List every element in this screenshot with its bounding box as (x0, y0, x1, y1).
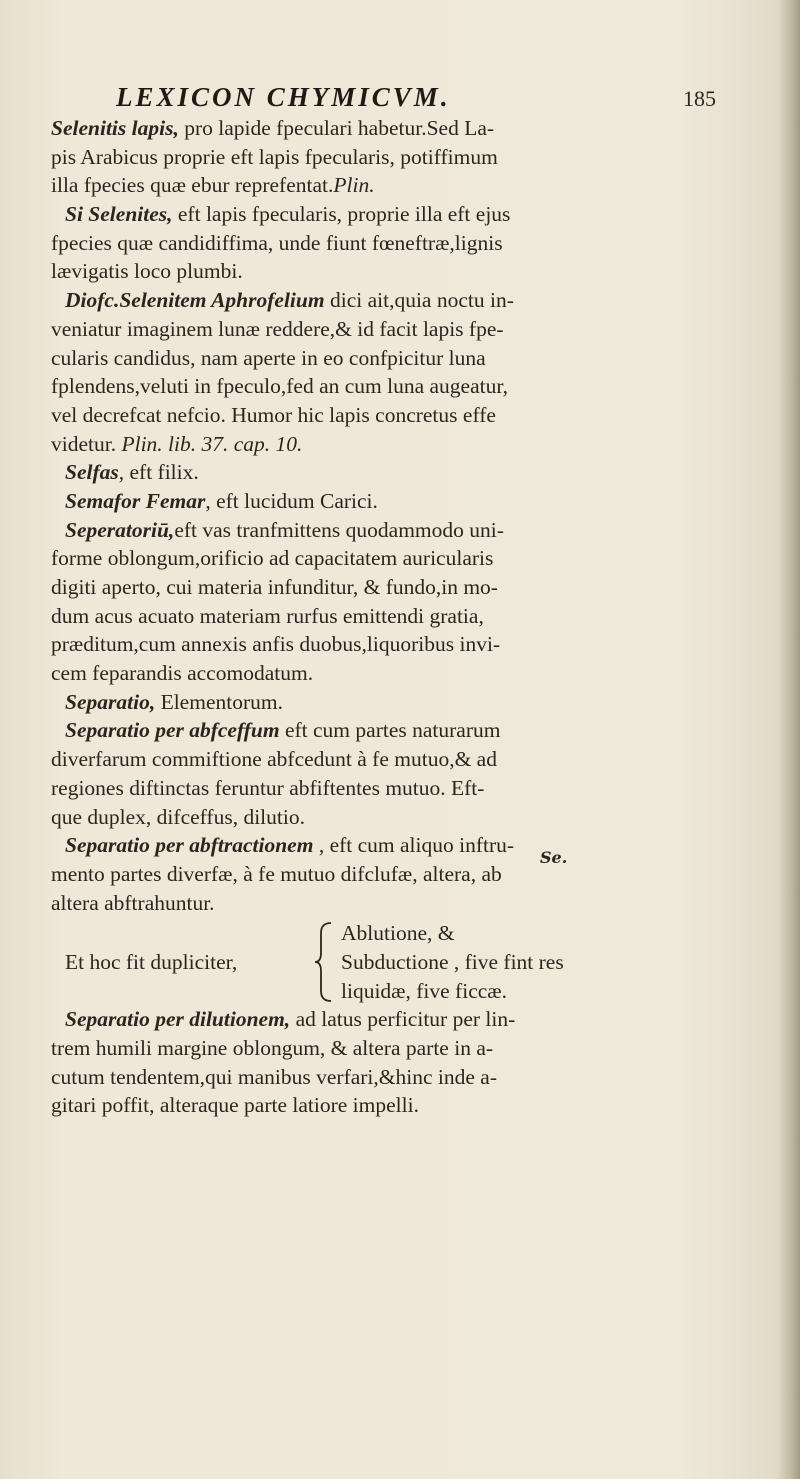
text-line (51, 200, 641, 229)
line-text: , eft filix. (118, 460, 199, 485)
text-line (51, 602, 641, 631)
line-text: digiti aperto, cui materia infunditur, & fundo,in mo- (51, 575, 498, 599)
text-block-main (51, 114, 641, 917)
entry-term: Separatio per abftractionem (65, 833, 314, 858)
entry-term: Selenitis lapis, (51, 116, 179, 140)
line-text: illa fpecies quæ ebur reprefentat. (51, 173, 334, 198)
text-line (51, 774, 641, 803)
entry-term: Separatio per dilutionem, (65, 1007, 291, 1032)
line-text: cutum tendentem,qui manibus verfari,&hinc inde a- (51, 1064, 497, 1089)
text-line (51, 143, 641, 172)
line-text: gitari poffit, alteraque parte latiore impelli. (51, 1093, 419, 1118)
entry-term: Diofc.Selenitem Aphrofelium (65, 288, 325, 313)
line-text: præditum,cum annexis anfis duobus,liquoribus invi- (51, 632, 501, 657)
line-text: Elementorum. (155, 689, 283, 714)
text-line (51, 1005, 641, 1034)
line-text: que duplex, difceffus, dilutio. (51, 804, 305, 829)
brace-items (341, 919, 564, 1005)
body-text (51, 114, 641, 1120)
line-text: pis Arabicus proprie eft lapis fpecularis, potiffimum (51, 144, 498, 169)
text-line (51, 315, 641, 344)
text-line (51, 1091, 641, 1120)
text-block-tail (51, 1005, 641, 1120)
line-text: trem humili margine oblongum, & altera parte in a- (51, 1035, 494, 1060)
text-line (51, 1063, 641, 1092)
entry-term: Si Selenites, (65, 202, 173, 227)
text-line (51, 430, 641, 459)
entry-term: Selfas (65, 460, 119, 485)
catchword: Se. (540, 848, 568, 867)
entry-term: Seperatoriū, (65, 517, 175, 542)
text-line (51, 372, 641, 401)
line-text: veniatur imaginem lunæ reddere,& id facit lapis fpe- (51, 316, 504, 341)
citation: Plin. (333, 173, 375, 198)
text-line (51, 114, 641, 143)
page-header (116, 82, 716, 114)
text-line (51, 1034, 641, 1063)
text-line (51, 257, 641, 286)
brace-item: Ablutione, & (341, 921, 455, 946)
line-text: cularis candidus, nam aperte in eo confpicitur luna (51, 345, 486, 370)
text-line (51, 401, 641, 430)
line-text: , eft lucidum Carici. (205, 488, 378, 513)
line-text: eft lapis fpecularis, proprie illa eft ejus (172, 202, 511, 227)
brace-item: Subductione , five fint res (341, 949, 564, 974)
line-text: diverfarum commiftione abfcedunt à fe mutuo,& ad (51, 747, 497, 772)
text-line (51, 716, 641, 745)
entry-term: Separatio, (65, 689, 156, 714)
text-line (51, 745, 641, 774)
curly-brace-icon (313, 921, 335, 1003)
page-number: 185 (683, 86, 716, 111)
line-text: fpecies quæ candidiffima, unde fiunt fœneftræ,lignis (51, 230, 503, 255)
line-text: mento partes diverfæ, à fe mutuo difclufæ, altera, ab (51, 861, 502, 886)
line-text: lævigatis loco plumbi. (51, 259, 243, 284)
line-text: eft vas tranfmittens quodammodo uni- (174, 517, 504, 542)
text-line (51, 630, 641, 659)
text-line (51, 659, 641, 688)
text-line (51, 286, 641, 315)
line-text: eft cum partes naturarum (279, 718, 501, 743)
text-line (51, 516, 641, 545)
line-text: dum acus acuato materiam rurfus emittendi gratia, (51, 603, 484, 628)
line-text: dici ait,quia noctu in- (324, 288, 514, 313)
line-text: , eft cum aliquo inftru- (313, 833, 515, 858)
citation: Plin. lib. 37. cap. 10. (121, 431, 303, 456)
page-edge-shadow (778, 0, 800, 1479)
running-title: LEXICON CHYMICVM. (116, 82, 451, 112)
text-line (51, 544, 641, 573)
line-text: ad latus perficitur per lin- (290, 1007, 516, 1032)
brace-lead-text: Et hoc fit dupliciter, (65, 950, 238, 975)
line-text: cem feparandis accomodatum. (51, 661, 314, 686)
text-line (51, 458, 641, 487)
entry-term: Separatio per abfceffum (65, 718, 280, 743)
line-text: forme oblongum,orificio ad capacitatem auricularis (51, 546, 494, 571)
line-text: altera abftrahuntur. (51, 890, 215, 915)
text-line (51, 171, 641, 200)
text-line (51, 229, 641, 258)
text-line (51, 344, 641, 373)
entry-term: Semafor Femar (65, 488, 206, 513)
text-line (51, 573, 641, 602)
brace-item: liquidæ, five ficcæ. (341, 978, 507, 1003)
line-text: pro lapide fpeculari habetur.Sed La- (178, 116, 495, 140)
line-text: vel decrefcat nefcio. Humor hic lapis concretus effe (51, 402, 496, 427)
dichotomy-brace (51, 919, 641, 1005)
line-text: videtur. (51, 431, 122, 456)
line-text: regiones diftinctas feruntur abfiftentes mutuo. Eft- (51, 775, 485, 800)
text-line (51, 889, 641, 918)
line-text: fplendens,veluti in fpeculo,fed an cum luna augeatur, (51, 374, 509, 399)
text-line (51, 803, 641, 832)
text-line (51, 487, 641, 516)
text-line (51, 688, 641, 717)
